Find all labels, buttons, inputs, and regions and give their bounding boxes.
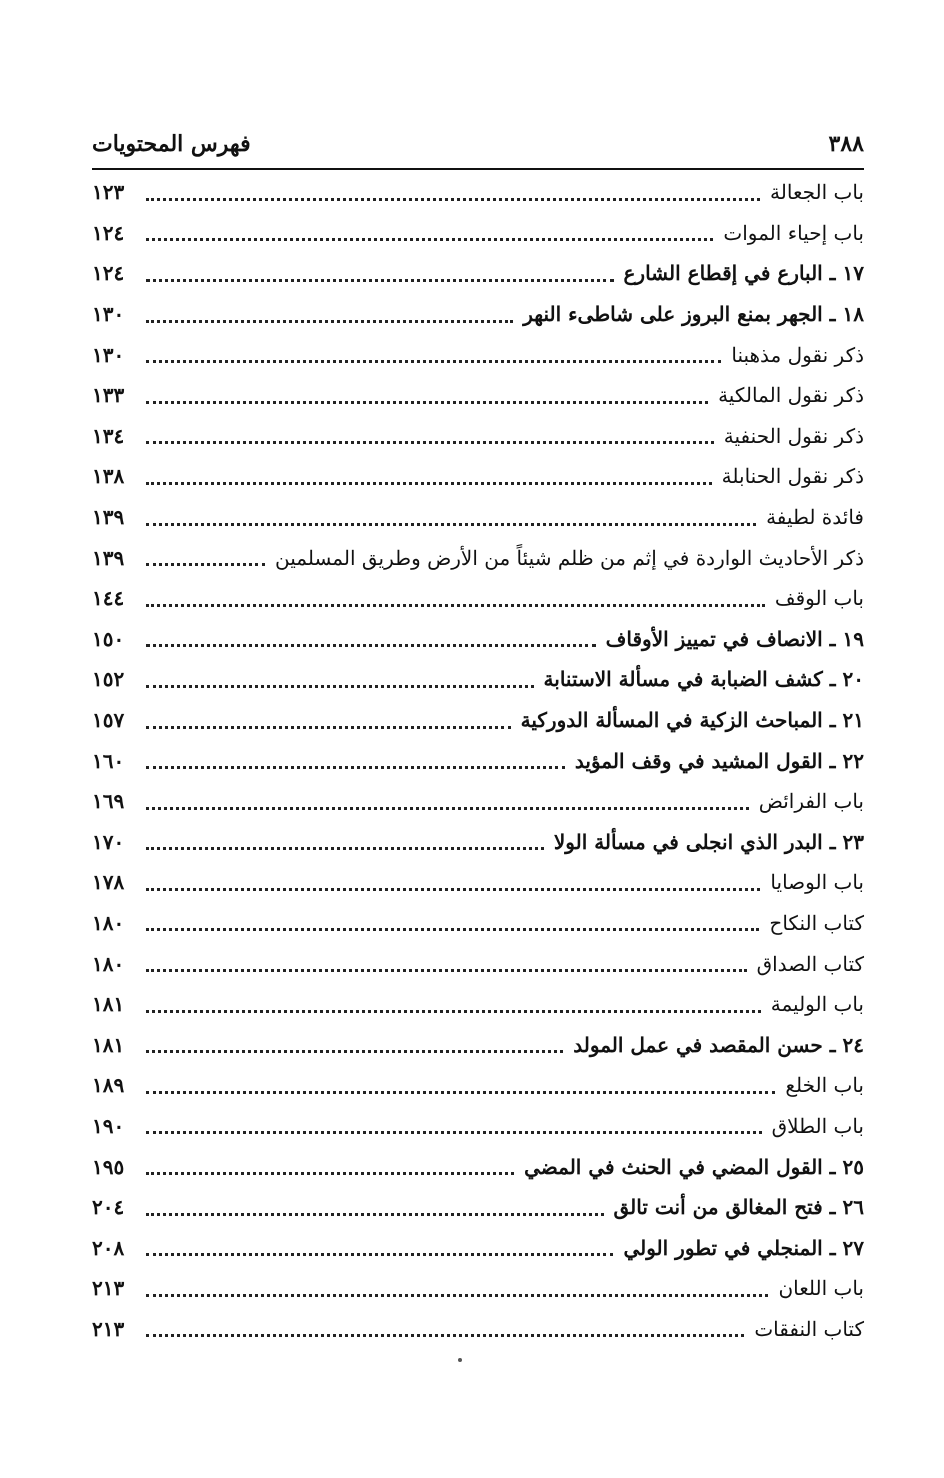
toc-entry-title: ٢٣ ـ البدر الذي انجلى في مسألة الولا [553,829,864,854]
toc-entry-title: باب الوقف [774,586,864,611]
toc-entry-page: ١٨٠ [92,910,125,935]
toc-entry [92,375,864,416]
toc-entry-title: ٢٢ ـ القول المشيد في وقف المؤيد [574,748,864,773]
ink-speck [458,1358,462,1362]
dot-leader [146,1253,613,1256]
toc-entry-title: ذكر نقول مذهبنا [731,342,864,367]
toc-entry-page: ١٣٤ [92,423,125,448]
toc-entry-title: باب اللعان [778,1276,864,1301]
dot-leader [146,766,565,769]
toc-entry [92,943,864,984]
toc-entry [92,1024,864,1065]
toc-entry-page: ١٧٠ [92,829,125,854]
toc-entry-title: ٢١ ـ المباحث الزكية في المسألة الدوركية [520,708,864,733]
toc-entry [92,456,864,497]
dot-leader [146,807,749,810]
toc-entry-page: ١٢٣ [92,180,125,205]
toc-entry [92,253,864,294]
toc-entry-page: ١٩٥ [92,1154,125,1179]
toc-entry [92,1309,864,1350]
dot-leader [146,320,513,323]
toc-entry-title: باب الطلاق [771,1113,864,1138]
dot-leader [146,1213,604,1216]
toc-entry-page: ٢١٣ [92,1276,125,1301]
toc-entry-page: ١٥٧ [92,708,125,733]
dot-leader [146,563,265,566]
toc-entry-title: ذكر نقول الحنابلة [721,464,864,489]
toc-entry [92,822,864,863]
toc-entry [92,1146,864,1187]
toc-entry-title: كتاب النفقات [754,1316,864,1341]
toc-entry-page: ١٦٩ [92,789,125,814]
toc-entry-title: ذكر نقول الحنفية [723,423,864,448]
toc-entry [92,1187,864,1228]
toc-entry-title: باب الفرائض [758,789,864,814]
toc-entry-title: باب الخلع [785,1073,864,1098]
toc-entry-title: كتاب الصداق [756,951,864,976]
toc-entry [92,1065,864,1106]
dot-leader [146,198,760,201]
dot-leader [146,441,714,444]
toc-entry-page: ٢٠٤ [92,1195,125,1220]
dot-leader [146,847,544,850]
dot-leader [146,888,760,891]
dot-leader [146,1050,563,1053]
dot-leader [146,401,708,404]
toc-entry-page: ١٨١ [92,992,125,1017]
toc-entry-page: ١٨٩ [92,1073,125,1098]
toc-entry-title: باب إحياء الموات [723,220,864,245]
toc-entry [92,497,864,538]
dot-leader [146,969,747,972]
toc-entry [92,984,864,1025]
toc-entry [92,537,864,578]
dot-leader [146,523,756,526]
page-number: ٣٨٨ [828,131,864,157]
toc-entry [92,903,864,944]
dot-leader [146,1172,514,1175]
toc-entry-title: ٢٤ ـ حسن المقصد في عمل المولد [573,1032,864,1057]
toc-entry-title: باب الوصايا [770,870,864,895]
header-divider [92,168,864,170]
toc-entry-page: ١٣٠ [92,342,125,367]
toc-entry [92,862,864,903]
toc-entry-page: ١٨١ [92,1032,125,1057]
dot-leader [146,1334,744,1337]
toc-entry [92,416,864,457]
toc-entry-page: ١٧٨ [92,870,125,895]
toc-entry-page: ١٣٩ [92,545,125,570]
toc-entry-page: ١٥٢ [92,667,125,692]
toc-entry-title: ٢٧ ـ المنجلي في تطور الولي [623,1235,864,1260]
dot-leader [146,1131,762,1134]
dot-leader [146,1091,775,1094]
dot-leader [146,238,713,241]
toc-entry [92,172,864,213]
toc-entry-page: ١٥٠ [92,626,125,651]
toc-entry-page: ١٨٠ [92,951,125,976]
page-header [92,124,864,164]
toc-entry-page: ١٢٤ [92,261,125,286]
toc-entry-title: ٢٦ ـ فتح المغالق من أنت تالق [613,1195,864,1220]
toc-entry-page: ١٣٩ [92,505,125,530]
toc-entry-page: ١٣٣ [92,383,125,408]
toc-entry-page: ١٢٤ [92,220,125,245]
dot-leader [146,1294,768,1297]
running-title: فهرس المحتويات [92,131,251,157]
toc-entry-page: ١٩٠ [92,1113,125,1138]
dot-leader [146,644,596,647]
toc-entry-title: ذكر الأحاديث الواردة في إثم من ظلم شيئاً من الأرض وطريق المسلمين [275,545,864,570]
toc-entry-title: ٢٠ ـ كشف الضبابة في مسألة الاستنابة [543,667,864,692]
toc-entry-page: ١٤٤ [92,586,125,611]
toc-entry-title: فائدة لطيفة [766,505,864,530]
dot-leader [146,1010,761,1013]
toc-entry [92,1227,864,1268]
toc-entry [92,700,864,741]
toc-entry-title: كتاب النكاح [769,910,864,935]
toc-entry-title: ١٧ ـ البارع في إقطاع الشارع [623,261,864,286]
table-of-contents [92,172,864,1349]
toc-entry-title: ٢٥ ـ القول المضي في الحنث في المضي [524,1154,864,1179]
dot-leader [146,685,534,688]
dot-leader [146,360,721,363]
toc-entry-page: ٢٠٨ [92,1235,125,1260]
toc-entry [92,740,864,781]
dot-leader [146,726,511,729]
toc-entry-page: ١٣٨ [92,464,125,489]
toc-entry [92,213,864,254]
toc-entry-title: باب الوليمة [770,992,864,1017]
toc-entry [92,294,864,335]
toc-entry-title: باب الجعالة [770,180,864,205]
toc-entry-page: ١٦٠ [92,748,125,773]
toc-entry-title: ١٩ ـ الانصاف في تمييز الأوقاف [605,626,864,651]
toc-entry [92,1106,864,1147]
toc-entry [92,659,864,700]
dot-leader [146,928,759,931]
toc-entry [92,781,864,822]
dot-leader [146,604,765,607]
toc-entry-title: ذكر نقول المالكية [718,383,864,408]
toc-entry-page: ١٣٠ [92,302,125,327]
toc-entry [92,578,864,619]
toc-entry [92,334,864,375]
dot-leader [146,482,712,485]
dot-leader [146,279,614,282]
toc-entry-title: ١٨ ـ الجهر بمنع البروز على شاطىء النهر [523,302,864,327]
toc-entry-page: ٢١٣ [92,1316,125,1341]
toc-entry [92,1268,864,1309]
toc-entry [92,619,864,660]
